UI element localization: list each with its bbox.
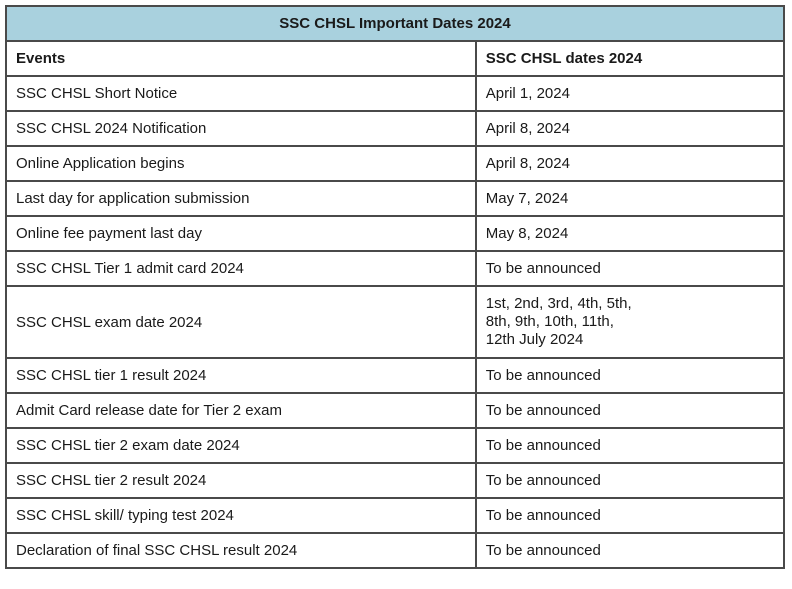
header-events: Events — [6, 41, 476, 76]
event-cell: SSC CHSL skill/ typing test 2024 — [6, 498, 476, 533]
table-row — [6, 393, 784, 428]
table-row — [6, 181, 784, 216]
date-cell: April 1, 2024 — [476, 76, 784, 111]
table-row — [6, 286, 784, 358]
table-row — [6, 76, 784, 111]
event-cell: Admit Card release date for Tier 2 exam — [6, 393, 476, 428]
date-cell: To be announced — [476, 533, 784, 568]
date-cell: To be announced — [476, 463, 784, 498]
event-cell: Last day for application submission — [6, 181, 476, 216]
event-cell: Online Application begins — [6, 146, 476, 181]
date-cell: April 8, 2024 — [476, 146, 784, 181]
event-cell: SSC CHSL tier 2 exam date 2024 — [6, 428, 476, 463]
table-row — [6, 251, 784, 286]
table-row — [6, 498, 784, 533]
table-row — [6, 463, 784, 498]
important-dates-table — [5, 5, 785, 569]
table-row — [6, 111, 784, 146]
event-cell: SSC CHSL 2024 Notification — [6, 111, 476, 146]
event-cell: SSC CHSL tier 1 result 2024 — [6, 358, 476, 393]
header-dates: SSC CHSL dates 2024 — [476, 41, 784, 76]
date-line: 12th July 2024 — [485, 331, 584, 348]
date-line: 1st, 2nd, 3rd, 4th, 5th, — [485, 295, 632, 312]
table-row — [6, 533, 784, 568]
event-cell: SSC CHSL Tier 1 admit card 2024 — [6, 251, 476, 286]
table-header-row — [6, 41, 784, 76]
event-cell: SSC CHSL exam date 2024 — [6, 286, 476, 358]
table-row — [6, 428, 784, 463]
date-cell: To be announced — [476, 251, 784, 286]
date-cell — [476, 286, 784, 358]
date-line: 8th, 9th, 10th, 11th, — [485, 313, 614, 330]
date-cell: To be announced — [476, 358, 784, 393]
event-cell: Online fee payment last day — [6, 216, 476, 251]
event-cell: SSC CHSL tier 2 result 2024 — [6, 463, 476, 498]
date-cell: To be announced — [476, 428, 784, 463]
date-cell: To be announced — [476, 498, 784, 533]
table-row — [6, 216, 784, 251]
date-cell: April 8, 2024 — [476, 111, 784, 146]
table-row — [6, 146, 784, 181]
table-title-row — [6, 6, 784, 41]
event-cell: Declaration of final SSC CHSL result 2024 — [6, 533, 476, 568]
table-title: SSC CHSL Important Dates 2024 — [6, 6, 784, 41]
date-cell: May 8, 2024 — [476, 216, 784, 251]
date-cell: To be announced — [476, 393, 784, 428]
dates-table-container — [5, 5, 785, 569]
table-row — [6, 358, 784, 393]
date-cell: May 7, 2024 — [476, 181, 784, 216]
event-cell: SSC CHSL Short Notice — [6, 76, 476, 111]
